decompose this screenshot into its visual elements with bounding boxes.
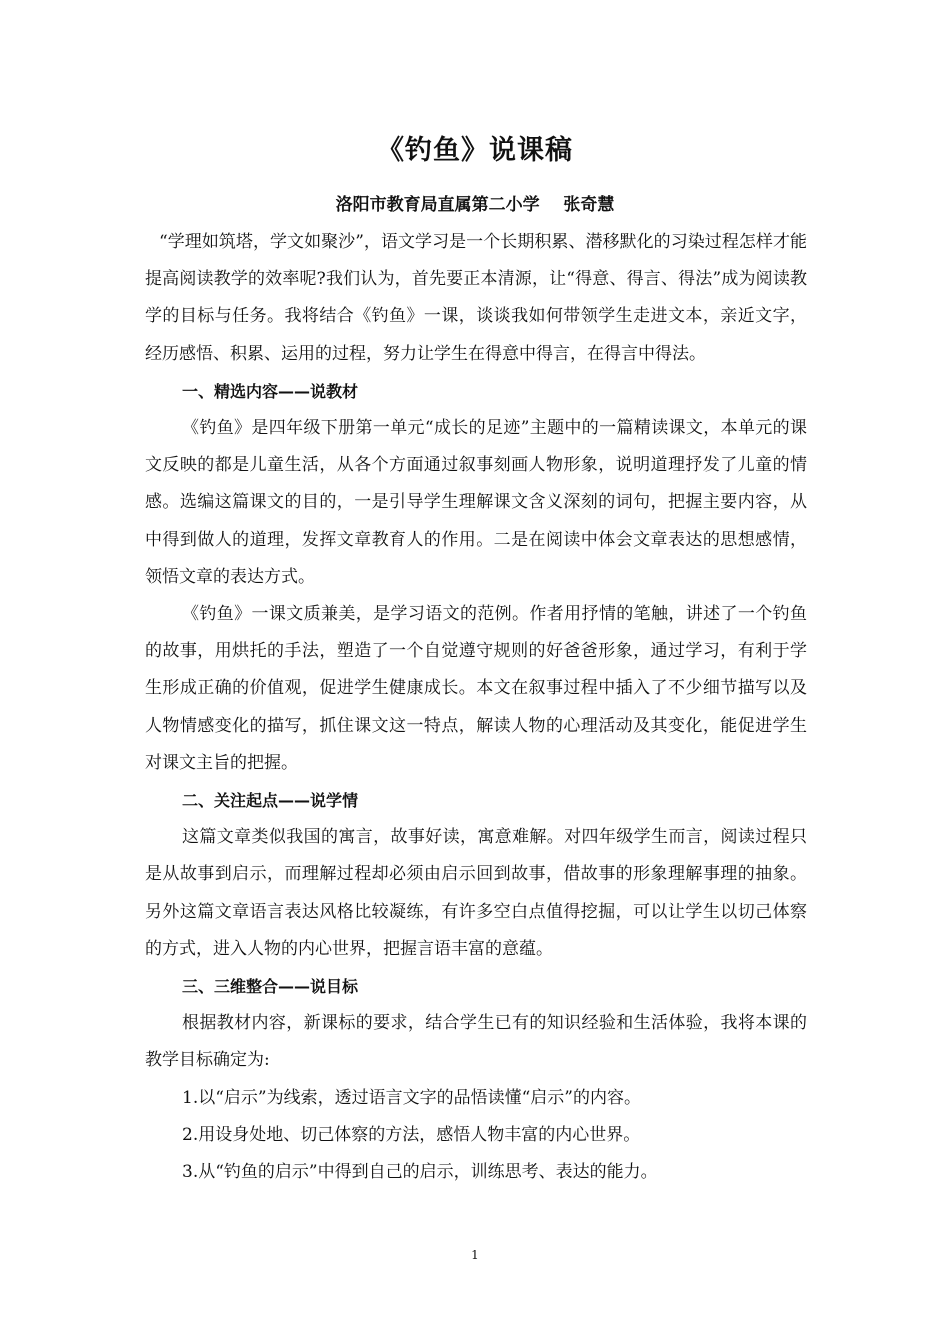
goal-item: 1.以“启示”为线索，透过语言文字的品悟读懂“启示”的内容。 <box>182 1087 641 1108</box>
page-number: 1 <box>471 1248 479 1262</box>
section-heading-students: 二、关注起点——说学情 <box>182 791 359 811</box>
goal-item: 2.用设身处地、切己体察的方法，感悟人物丰富的内心世界。 <box>182 1124 641 1145</box>
goal-item: 3.从“钓鱼的启示”中得到自己的启示，训练思考、表达的能力。 <box>182 1162 658 1183</box>
paragraph: 《钓鱼》是四年级下册第一单元“成长的足迹”主题中的一篇精读课文，本单元的课文反映的都是儿童生活，从各个方面通过叙事刻画人物形象，说明道理抒发了儿童的情感。选编这篇课文的目的，一是引导学生理解课文含义深刻的词句，把握主要内容，从中得到做人的道理，发挥文章教育人的作用。二是在阅读中体会文章表达的思想感情，领悟文章的表达方式。 <box>145 418 807 587</box>
paragraph: 根据教材内容，新课标的要求，结合学生已有的知识经验和生活体验，我将本课的教学目标确定为: <box>145 1013 807 1071</box>
paragraph: 这篇文章类似我国的寓言，故事好读，寓意难解。对四年级学生而言，阅读过程只是从故事到启示，而理解过程却必须由启示回到故事，借故事的形象理解事理的抽象。另外这篇文章语言表达风格比较凝练，有许多空白点值得挖掘，可以让学生以切己体察的方式，进入人物的内心世界，把握言语丰富的意蕴。 <box>145 827 807 959</box>
section-heading-textbook: 一、精选内容——说教材 <box>182 381 359 401</box>
document-body <box>145 224 807 1191</box>
paragraph: 《钓鱼》一课文质兼美，是学习语文的范例。作者用抒情的笔触，讲述了一个钓鱼的故事，用烘托的手法，塑造了一个自觉遵守规则的好爸爸形象，通过学习，有利于学生形成正确的价值观，促进学生健康成长。本文在叙事过程中插入了不少细节描写以及人物情感变化的描写，抓住课文这一特点，解读人物的心理活动及其变化，能促进学生对课文主旨的把握。 <box>145 604 807 773</box>
author-line: 洛阳市教育局直属第二小学 张奇慧 <box>335 195 615 215</box>
section-heading-goals: 三、三维整合——说目标 <box>182 977 359 997</box>
intro-paragraph: “学理如筑塔，学文如聚沙”，语文学习是一个长期积累、潜移默化的习染过程怎样才能提高阅读教学的效率呢?我们认为，首先要正本清源，让“得意、得言、得法”成为阅读教学的目标与任务。我将结合《钓鱼》一课，谈谈我如何带领学生走进文本，亲近文字，经历感悟、积累、运用的过程，努力让学生在得意中得言，在得言中得法。 <box>145 232 807 364</box>
page-title: 《钓鱼》说课稿 <box>377 135 573 166</box>
